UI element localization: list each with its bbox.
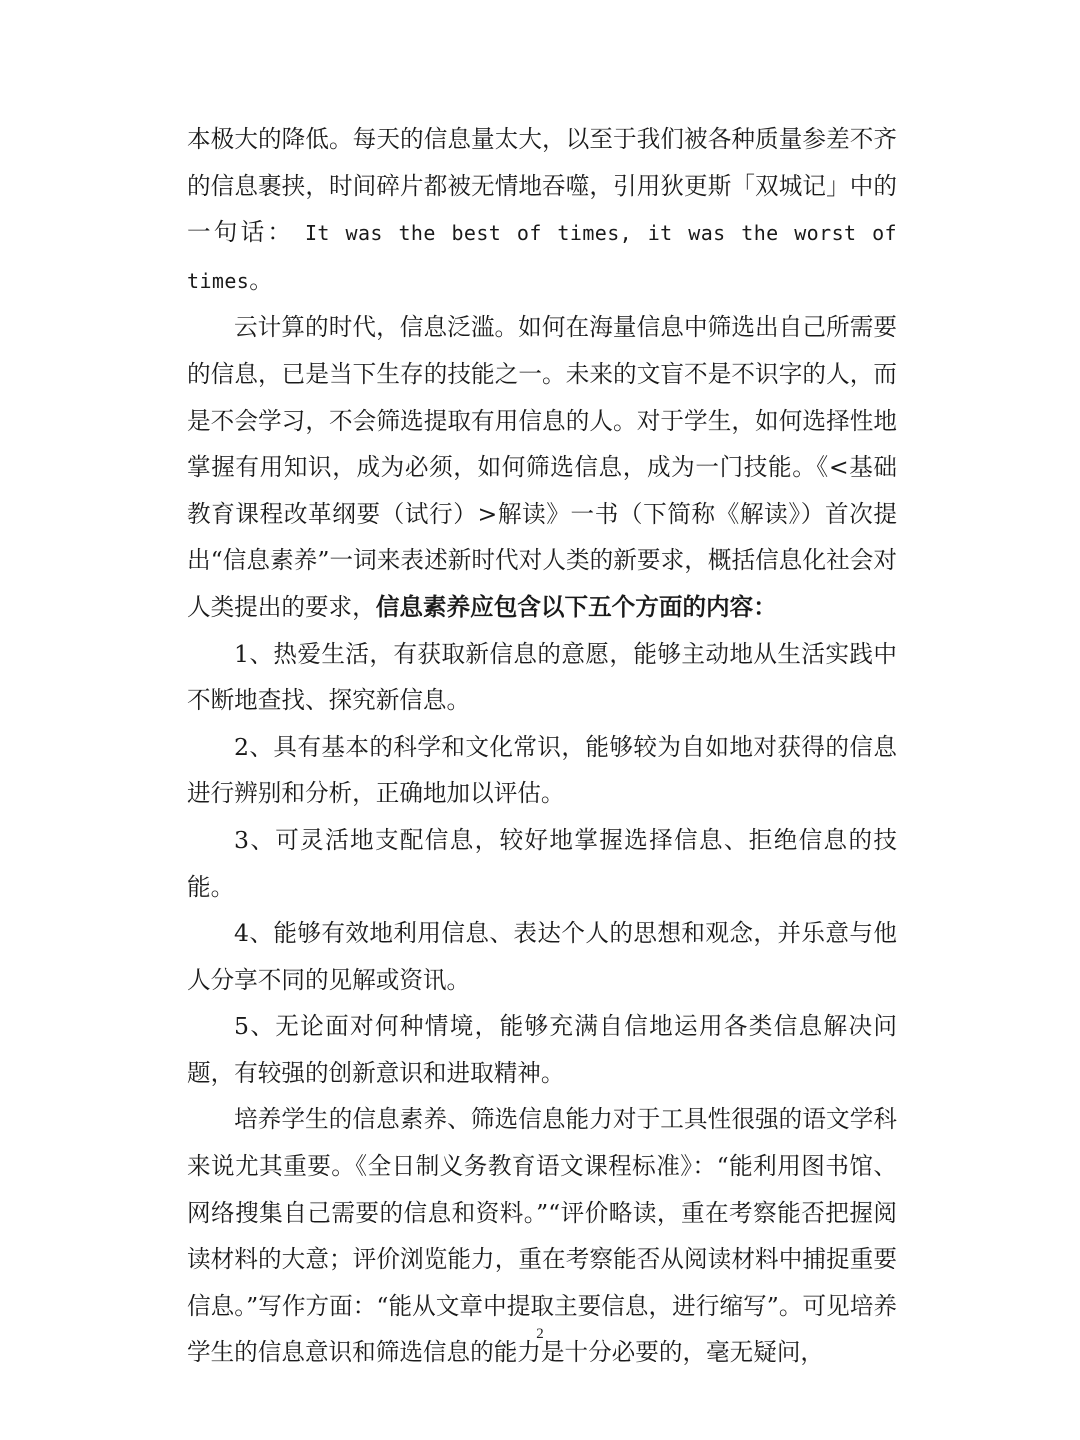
bold-emphasis: 信息素养应包含以下五个方面的内容： xyxy=(375,592,777,621)
list-item-5 xyxy=(187,1003,897,1096)
list-item-text: 5、无论面对何种情境，能够充满自信地运用各类信息解决问题，有较强的创新意识和进取精神。 xyxy=(187,1012,897,1087)
paragraph-text: 。 xyxy=(249,265,273,294)
list-item-3 xyxy=(187,817,897,910)
paragraph-continuation xyxy=(187,116,897,304)
list-item-text: 3、可灵活地支配信息，较好地掌握选择信息、拒绝信息的技能。 xyxy=(187,825,897,901)
list-item-1 xyxy=(187,631,897,724)
list-item-2 xyxy=(187,724,897,817)
paragraph-text: 云计算的时代，信息泛滥。如何在海量信息中筛选出自己所需要的信息，已是当下生存的技能之一。未来的文盲不是不识字的人，而是不会学习，不会筛选提取有用信息的人。对于学生，如何选择性地掌握有用知识，成为必须，如何筛选信息，成为一门技能。《<基础教育课程改革纲要（试行）>解读》一书（下简称《解读》）首次提出“信息素养”一词来表述新时代对人类的新要求，概括信息化社会对人类提出的要求， xyxy=(187,313,897,621)
english-quote: It was the best of times, it was the worst of times xyxy=(187,221,897,293)
paragraph-text: 培养学生的信息素养、筛选信息能力对于工具性很强的语文学科来说尤其重要。《全日制义务教育语文课程标准》：“能利用图书馆、网络搜集自己需要的信息和资料。”“评价略读，重在考察能否把握阅读材料的大意；评价浏览能力，重在考察能否从阅读材料中捕捉重要信息。”写作方面：“能从文章中提取主要信息，进行缩写”。可见培养学生的信息意识和筛选信息的能力是十分必要的，毫无疑问， xyxy=(187,1105,897,1367)
page-number: 2 xyxy=(536,1326,544,1342)
list-item-text: 2、具有基本的科学和文化常识，能够较为自如地对获得的信息进行辨别和分析，正确地加以评估。 xyxy=(187,732,897,808)
body-text xyxy=(187,116,897,1376)
list-item-4 xyxy=(187,910,897,1003)
paragraph-information-literacy xyxy=(187,304,897,630)
paragraph-text: 本极大的降低。每天的信息量太大，以至于我们被各种质量参差不齐的信息裹挟，时间碎片都被无情地吞噬，引用狄更斯「双城记」中的一句话： xyxy=(187,125,897,247)
list-item-text: 1、热爱生活，有获取新信息的意愿，能够主动地从生活实践中不断地查找、探究新信息。 xyxy=(187,639,897,715)
list-item-text: 4、能够有效地利用信息、表达个人的思想和观念，并乐意与他人分享不同的见解或资讯。 xyxy=(187,919,897,994)
